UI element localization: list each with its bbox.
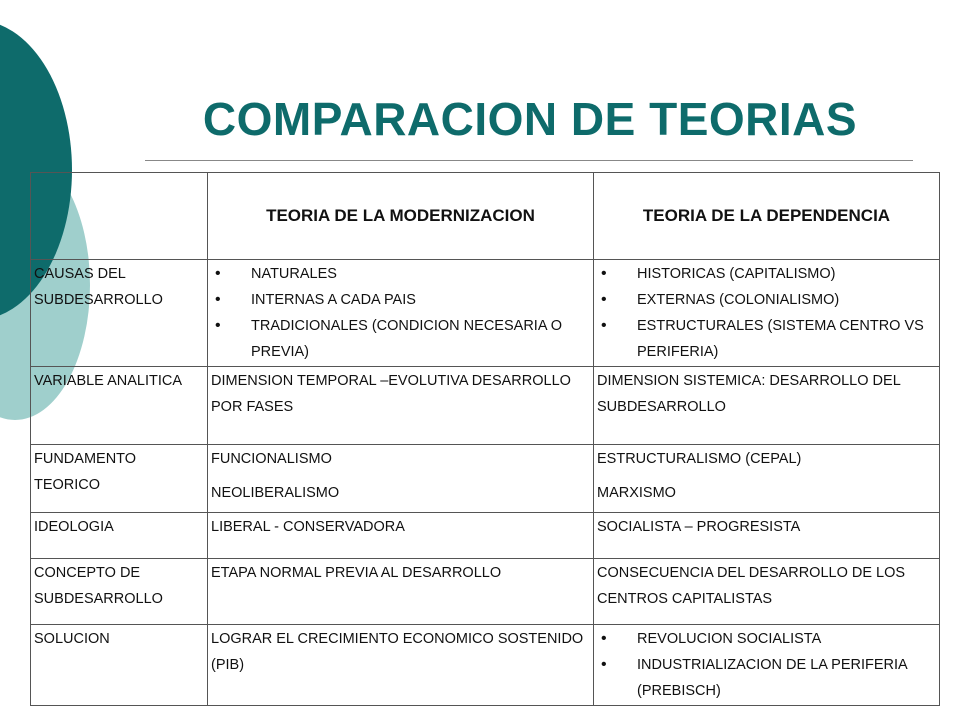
- bullet-list: [211, 261, 590, 365]
- cell-modernizacion: LIBERAL - CONSERVADORA: [208, 513, 594, 559]
- row-label: CONCEPTO DE SUBDESARROLLO: [31, 559, 208, 625]
- cell-line: NEOLIBERALISMO: [211, 485, 340, 501]
- list-item: • REVOLUCION SOCIALISTA: [637, 626, 936, 652]
- cell-line: MARXISMO: [597, 485, 676, 501]
- list-item: • EXTERNAS (COLONIALISMO): [637, 287, 936, 313]
- table-header-row: [31, 173, 940, 260]
- list-item: • ESTRUCTURALES (SISTEMA CENTRO VS PERIFERIA): [637, 313, 936, 365]
- slide-title: COMPARACION DE TEORIAS: [202, 93, 858, 145]
- header-dependencia: TEORIA DE LA DEPENDENCIA: [594, 173, 940, 260]
- list-item: • TRADICIONALES (CONDICION NECESARIA O PREVIA): [251, 313, 590, 365]
- cell-modernizacion: [208, 445, 594, 513]
- cell-line: FUNCIONALISMO: [211, 451, 332, 467]
- list-item: • INTERNAS A CADA PAIS: [251, 287, 590, 313]
- cell-dependencia: [594, 625, 940, 706]
- cell-modernizacion: LOGRAR EL CRECIMIENTO ECONOMICO SOSTENIDO (PIB): [208, 625, 594, 706]
- list-item: • HISTORICAS (CAPITALISMO): [637, 261, 936, 287]
- bullet-list: [597, 261, 936, 365]
- cell-modernizacion: ETAPA NORMAL PREVIA AL DESARROLLO: [208, 559, 594, 625]
- table-row: [31, 367, 940, 445]
- cell-modernizacion: DIMENSION TEMPORAL –EVOLUTIVA DESARROLLO POR FASES: [208, 367, 594, 445]
- table-row: [31, 559, 940, 625]
- row-label: SOLUCION: [31, 625, 208, 706]
- row-label: FUNDAMENTO TEORICO: [31, 445, 208, 513]
- row-label: IDEOLOGIA: [31, 513, 208, 559]
- list-item: • INDUSTRIALIZACION DE LA PERIFERIA (PREBISCH): [637, 652, 936, 704]
- table-row: [31, 260, 940, 367]
- cell-dependencia: [594, 260, 940, 367]
- header-empty-cell: [31, 173, 208, 260]
- cell-line: ESTRUCTURALISMO (CEPAL): [597, 451, 802, 467]
- header-modernizacion: TEORIA DE LA MODERNIZACION: [208, 173, 594, 260]
- title-divider: [145, 160, 913, 161]
- row-label: CAUSAS DEL SUBDESARROLLO: [31, 260, 208, 367]
- table-row: [31, 513, 940, 559]
- row-label: VARIABLE ANALITICA: [31, 367, 208, 445]
- comparison-table: [30, 172, 940, 706]
- cell-modernizacion: [208, 260, 594, 367]
- table-row: [31, 445, 940, 513]
- bullet-list: [597, 626, 936, 704]
- table-row: [31, 625, 940, 706]
- cell-dependencia: CONSECUENCIA DEL DESARROLLO DE LOS CENTROS CAPITALISTAS: [594, 559, 940, 625]
- list-item: • NATURALES: [251, 261, 590, 287]
- cell-dependencia: SOCIALISTA – PROGRESISTA: [594, 513, 940, 559]
- cell-dependencia: DIMENSION SISTEMICA: DESARROLLO DEL SUBDESARROLLO: [594, 367, 940, 445]
- cell-dependencia: [594, 445, 940, 513]
